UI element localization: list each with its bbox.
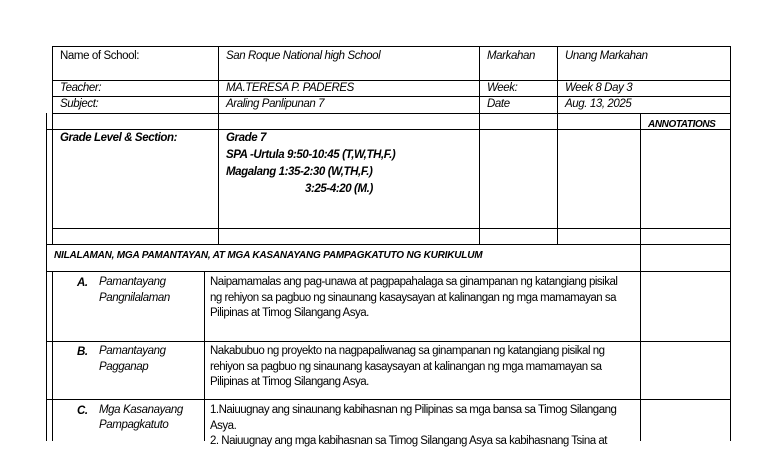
rule: [52, 46, 53, 129]
grade-label: Grade Level & Section:: [60, 132, 178, 144]
rule: [479, 46, 480, 244]
teacher-label: Teacher:: [60, 82, 102, 94]
teacher-value: MA.TERESA P. PADERES: [226, 82, 354, 94]
schedule-line-1: SPA -Urtula 9:50-10:45 (T,W,TH,F.): [226, 149, 396, 161]
week-value: Week 8 Day 3: [565, 82, 633, 94]
row-b-label-2: Pagganap: [99, 361, 149, 373]
school-label: Name of School:: [60, 50, 140, 62]
rule: [46, 244, 731, 245]
schedule-line-3: 3:25-4:20 (M.): [305, 183, 373, 195]
markahan-label: Markahan: [487, 50, 535, 62]
section-title: NILALAMAN, MGA PAMANTAYAN, AT MGA KASANAYANG PAMPAGKATUTO NG KURIKULUM: [54, 250, 483, 261]
row-b-letter: B.: [77, 346, 88, 358]
row-a-label-2: Pangnilalaman: [99, 292, 170, 304]
rule: [640, 113, 641, 441]
rule: [204, 271, 205, 441]
rule: [218, 46, 219, 244]
rule: [730, 46, 731, 244]
rule: [46, 341, 731, 342]
rule: [52, 46, 731, 47]
rule: [52, 271, 53, 441]
rule: [46, 271, 731, 272]
rule: [52, 228, 731, 229]
date-value: Aug. 13, 2025: [565, 98, 632, 110]
subject-label: Subject:: [60, 98, 99, 110]
rule: [52, 113, 731, 114]
annotations-label: ANNOTATIONS: [648, 119, 716, 130]
row-a-letter: A.: [77, 277, 88, 289]
row-c-letter: C.: [77, 405, 88, 417]
row-b-label-1: Pamantayang: [99, 345, 166, 357]
rule: [557, 46, 558, 244]
rule: [46, 113, 47, 441]
row-c-label-2: Pampagkatuto: [99, 419, 169, 431]
rule: [52, 129, 53, 244]
row-a-text: Naipamamalas ang pag-unawa at pagpapahalaga sa ginampanan ng katangiang pisikal ng rehiyon sa pagbuo ng sinaunang kasaysayan at kalinangan ng mga mamamayan sa Pilipinas at Timog Silangang Asya.: [210, 276, 618, 319]
row-b-text: Nakabubuo ng proyekto na nagpapaliwanag sa ginampanan ng katangiang pisikal ng rehiyon sa pagbuo ng sinaunang kasaysayan at kalinangan ng mga mamamayan sa Pilipinas at Timog Silangang Asya.: [210, 345, 605, 388]
grade-value: Grade 7: [226, 132, 267, 144]
rule: [46, 129, 731, 130]
rule: [46, 399, 731, 400]
markahan-value: Unang Markahan: [565, 50, 648, 62]
schedule-line-2: Magalang 1:35-2:30 (W,TH,F.): [226, 166, 373, 178]
row-c-label-1: Mga Kasanayang: [99, 404, 183, 416]
row-c-text: 1.Naiuugnay ang sinaunang kabihasnan ng Pilipinas sa mga bansa sa Timog Silangang Asya. 2. Naiuugnay ang mga kabihasnan sa Timog Silangang Asya sa kabihasnang Tsina at: [210, 404, 617, 447]
row-a-label-1: Pamantayang: [99, 276, 166, 288]
rule: [730, 244, 731, 441]
week-label: Week:: [487, 82, 518, 94]
school-value: San Roque National high School: [226, 50, 381, 62]
date-label: Date: [487, 98, 510, 110]
subject-value: Araling Panlipunan 7: [226, 98, 325, 110]
